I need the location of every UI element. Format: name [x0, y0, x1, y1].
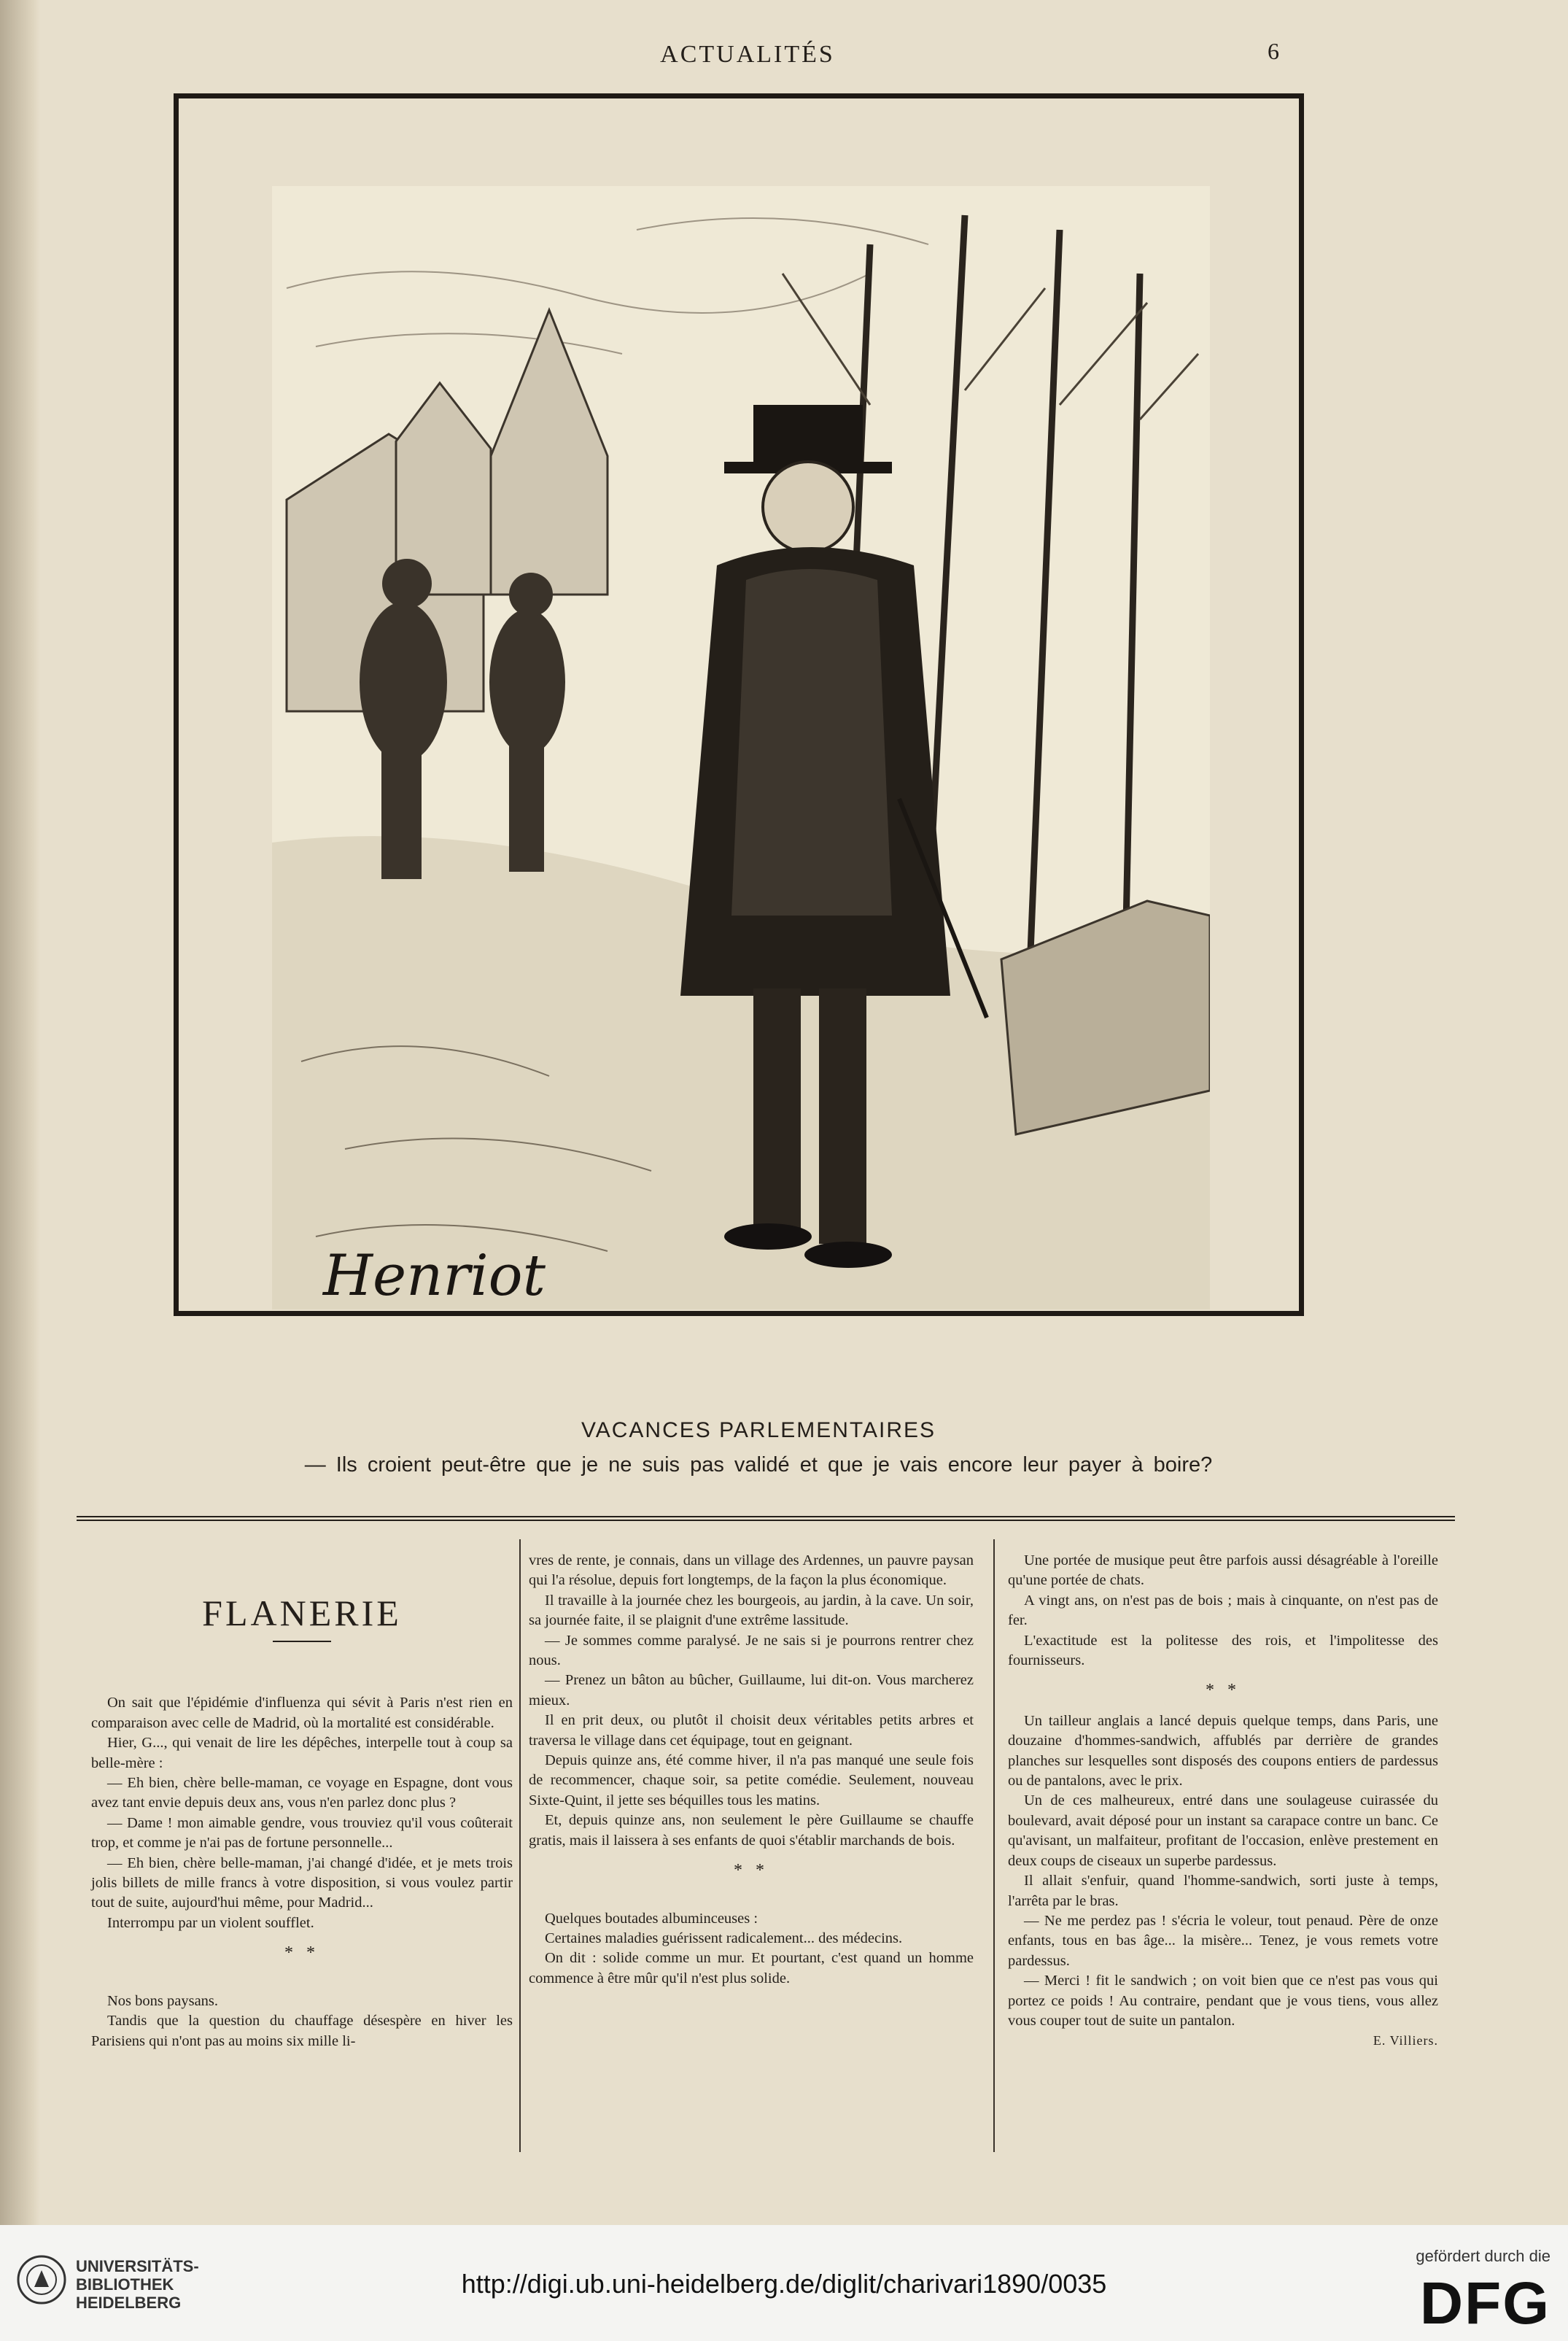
paragraph: — Eh bien, chère belle-maman, j'ai changé d'idée, et je mets trois jolis billets de mille francs à votre disposition, si vous voulez partir tout de suite, aujourd'hui même, pour Madrid... [91, 1854, 513, 1911]
page-number: 6 [1268, 38, 1279, 64]
paragraph: A vingt ans, on n'est pas de bois ; mais à cinquante, on n'est pas de fer. [1008, 1592, 1438, 1629]
paragraph: Nos bons paysans. [107, 1992, 219, 2009]
paragraph: Un de ces malheureux, entré dans une soulageuse cuirassée du boulevard, avait déposé pour un instant sa carapace contre un banc. Ce qu'avisant, un malfaiteur, profitant de l'occasion, enlève prestement en deux coups de ciseaux un superbe pardessus. [1008, 1792, 1438, 1869]
paragraph: Certaines maladies guérissent radicalement... des médecins. [545, 1930, 903, 1946]
paragraph: Il allait s'enfuir, quand l'homme-sandwich, sorti juste à temps, l'arrêta par le bras. [1008, 1873, 1438, 1909]
source-url[interactable]: http://digi.ub.uni-heidelberg.de/diglit/charivari1890/0035 [461, 2269, 1107, 2299]
article-column-2 [529, 1551, 974, 1989]
funded-by-label: gefördert durch die [1416, 2247, 1550, 2265]
paragraph: — Eh bien, chère belle-maman, ce voyage en Espagne, dont vous avez tant envie depuis deux ans, vous n'en parlez donc plus ? [91, 1775, 513, 1811]
running-head: ACTUALITÉS [660, 41, 835, 68]
article-signature: E. Villiers. [1373, 2033, 1438, 2048]
paragraph: — Je sommes comme paralysé. Je ne sais si je pourrons rentrer chez nous. [529, 1632, 974, 1669]
article-column-3 [1008, 1551, 1438, 2051]
caption-text: — Ils croient peut-être que je ne suis pas validé et que je vais encore leur payer à boire? [304, 1453, 1213, 1477]
section-stars: * * [284, 1943, 319, 1963]
paragraph: — Prenez un bâton au bûcher, Guillaume, lui dit-on. Vous marcherez mieux. [529, 1672, 974, 1709]
paragraph: — Dame ! mon aimable gendre, vous trouviez qu'il vous coûterait trop, et comme je n'ai pas de fortune personnelle... [91, 1814, 513, 1851]
paragraph: — Merci ! fit le sandwich ; on voit bien que ce n'est pas vous qui portez ce poids ! Au contraire, pendant que je vous tiens, vous allez vous couper tout de suite un pantalon. [1008, 1973, 1438, 2029]
cartoon-illustration [272, 186, 1210, 1309]
digitization-footer [0, 2225, 1568, 2341]
paragraph: On dit : solide comme un mur. Et pourtant, c'est quand un homme commence à être mûr qu'il n'est plus solide. [529, 1950, 974, 1986]
paragraph: Une portée de musique peut être parfois aussi désagréable à l'oreille qu'une portée de chats. [1008, 1552, 1438, 1589]
paragraph: Interrompu par un violent soufflet. [107, 1914, 314, 1931]
caption-title: VACANCES PARLEMENTAIRES [581, 1418, 936, 1442]
paragraph: Et, depuis quinze ans, non seulement le père Guillaume se chauffe gratis, mais il laissera à ses enfants de quoi s'établir marchands de bois. [529, 1812, 974, 1849]
column-separator [993, 1539, 995, 2152]
title-rule [273, 1641, 331, 1642]
section-stars: * * [734, 1861, 769, 1881]
paragraph: On sait que l'épidémie d'influenza qui sévit à Paris n'est rien en comparaison avec celle de Madrid, où la mortalité est considérable. [91, 1695, 513, 1731]
cartoon-drawing [272, 186, 1210, 1309]
institution-name: UNIVERSITÄTS- BIBLIOTHEK HEIDELBERG [76, 2257, 199, 2312]
column-separator [519, 1539, 521, 2152]
illustration-frame [174, 93, 1304, 1316]
paragraph: Un tailleur anglais a lancé depuis quelque temps, dans Paris, une douzaine d'hommes-sandwich, affublés par derrière de grandes planches sur lesquelles sont disposés des coupons entiers de pardessus ou de pantalons, avec le prix. [1008, 1712, 1438, 1789]
paragraph: Il travaille à la journée chez les bourgeois, au jardin, à la cave. Un soir, sa journée faite, il se plaignit d'une extrême lassitude. [529, 1592, 974, 1629]
paragraph: Tandis que la question du chauffage désespère en hiver les Parisiens qui n'ont pas au moins six mille li- [91, 2013, 513, 2049]
paragraph: — Ne me perdez pas ! s'écria le voleur, tout penaud. Père de onze enfants, tous en bas âge... la misère... Tenez, je vous remets votre pardessus. [1008, 1912, 1438, 1969]
paragraph: Depuis quinze ans, été comme hiver, il n'a pas manqué une seule fois de recommencer, chaque soir, sa petite comédie. Seulement, nouveau Sixte-Quint, il jette ses béquilles tous les matins. [529, 1752, 974, 1808]
double-rule-divider [77, 1516, 1455, 1521]
paragraph: Il en prit deux, ou plutôt il choisit deux véritables petits arbres et traversa le village dans cet équipage, tout en geignant. [529, 1712, 974, 1749]
paragraph: vres de rente, je connais, dans un village des Ardennes, un pauvre paysan qui l'a résolue, depuis fort longtemps, de la façon la plus économique. [529, 1552, 974, 1589]
article-column-1 [91, 1551, 513, 2051]
illustrator-signature: Henriot [323, 1243, 546, 1309]
paragraph: Quelques boutades albuminceuses : [545, 1910, 758, 1927]
article-title: FLANERIE [202, 1593, 402, 1633]
paragraph: Hier, G..., qui venait de lire les dépêches, interpelle tout à coup sa belle-mère : [91, 1735, 513, 1771]
dfg-logo: DFG [1419, 2270, 1550, 2337]
section-stars: * * [1206, 1681, 1241, 1700]
paragraph: L'exactitude est la politesse des rois, et l'impolitesse des fournisseurs. [1008, 1632, 1438, 1669]
